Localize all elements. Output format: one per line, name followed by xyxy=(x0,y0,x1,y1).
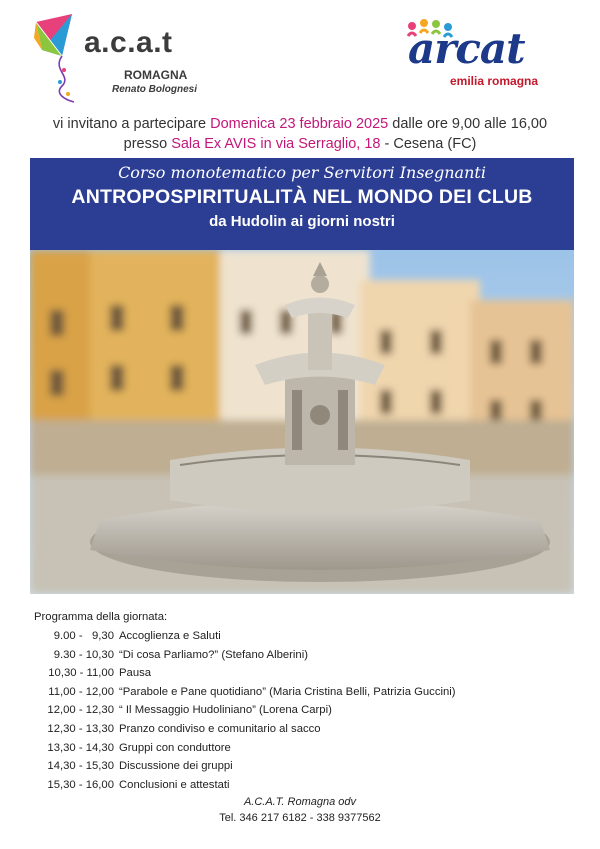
program-row xyxy=(34,646,574,665)
invite-line-date: vi invitano a partecipare Domenica 23 febbraio 2025 dalle ore 9,00 alle 16,00 xyxy=(52,116,548,132)
fountain-photo xyxy=(30,250,574,594)
footer-org: A.C.A.T. Romagna odv xyxy=(243,796,357,808)
program-row xyxy=(34,776,574,795)
program-title: Programma della giornata: xyxy=(34,611,168,623)
program-time: 10,30 - 11,00 xyxy=(48,667,114,680)
program-activity: Accoglienza e Saluti xyxy=(119,630,221,642)
program-activity: Discussione dei gruppi xyxy=(119,760,233,773)
program-time: 14,30 - 15,30 xyxy=(47,760,114,773)
course-banner xyxy=(30,158,574,250)
program-time: 12,30 - 13,30 xyxy=(47,722,114,735)
acat-region: ROMAGNA xyxy=(124,68,188,82)
program-activity: “ Il Messaggio Hudoliniano” (Lorena Carpi) xyxy=(119,704,332,717)
program-row xyxy=(34,720,574,739)
program-time: 11,00 - 12,00 xyxy=(48,685,114,698)
acat-romagna-logo xyxy=(32,12,198,104)
event-date: Domenica 23 febbraio 2025 xyxy=(210,116,389,132)
program-activity: Gruppi con conduttore xyxy=(119,741,231,754)
program-row xyxy=(34,627,574,646)
course-title: ANTROPOSPIRITUALITÀ NEL MONDO DEI CLUB xyxy=(71,186,533,208)
program-row xyxy=(34,757,574,776)
program-row xyxy=(34,683,574,702)
course-type: Corso monotematico per Servitori Insegnanti xyxy=(118,163,486,182)
event-place: Sala Ex AVIS in via Serraglio, 18 xyxy=(171,136,381,152)
arcat-region: emilia romagna xyxy=(450,74,539,88)
program-list xyxy=(34,611,574,794)
program-row xyxy=(34,664,574,683)
course-subtitle: da Hudolin ai giorni nostri xyxy=(209,213,395,230)
acat-dedication: Renato Bolognesi xyxy=(112,84,198,95)
footer-phone: Tel. 346 217 6182 - 338 9377562 xyxy=(219,812,381,824)
program-activity: Conclusioni e attestati xyxy=(119,778,230,791)
acat-logo-text: a.c.a.t xyxy=(84,26,173,59)
program-row xyxy=(34,739,574,758)
program-time: 15,30 - 16,00 xyxy=(47,778,114,791)
program-activity: Pranzo condiviso e comunitario al sacco xyxy=(119,722,321,735)
arcat-logo-text: arcat xyxy=(408,24,525,73)
program-activity: “Parabole e Pane quotidiano” (Maria Cristina Belli, Patrizia Guccini) xyxy=(119,685,456,698)
program-row xyxy=(34,701,574,720)
invite-line-place: presso Sala Ex AVIS in via Serraglio, 18 - Cesena (FC) xyxy=(123,136,477,152)
arcat-logo xyxy=(398,18,578,88)
program-time: 9.30 - 10,30 xyxy=(53,648,114,661)
program-time: 9.00 - 9,30 xyxy=(53,630,114,642)
program-activity: “Di cosa Parliamo?” (Stefano Alberini) xyxy=(119,648,308,661)
program-activity: Pausa xyxy=(119,667,152,680)
program-time: 12,00 - 12,30 xyxy=(47,704,114,717)
program-time: 13,30 - 14,30 xyxy=(47,741,114,754)
